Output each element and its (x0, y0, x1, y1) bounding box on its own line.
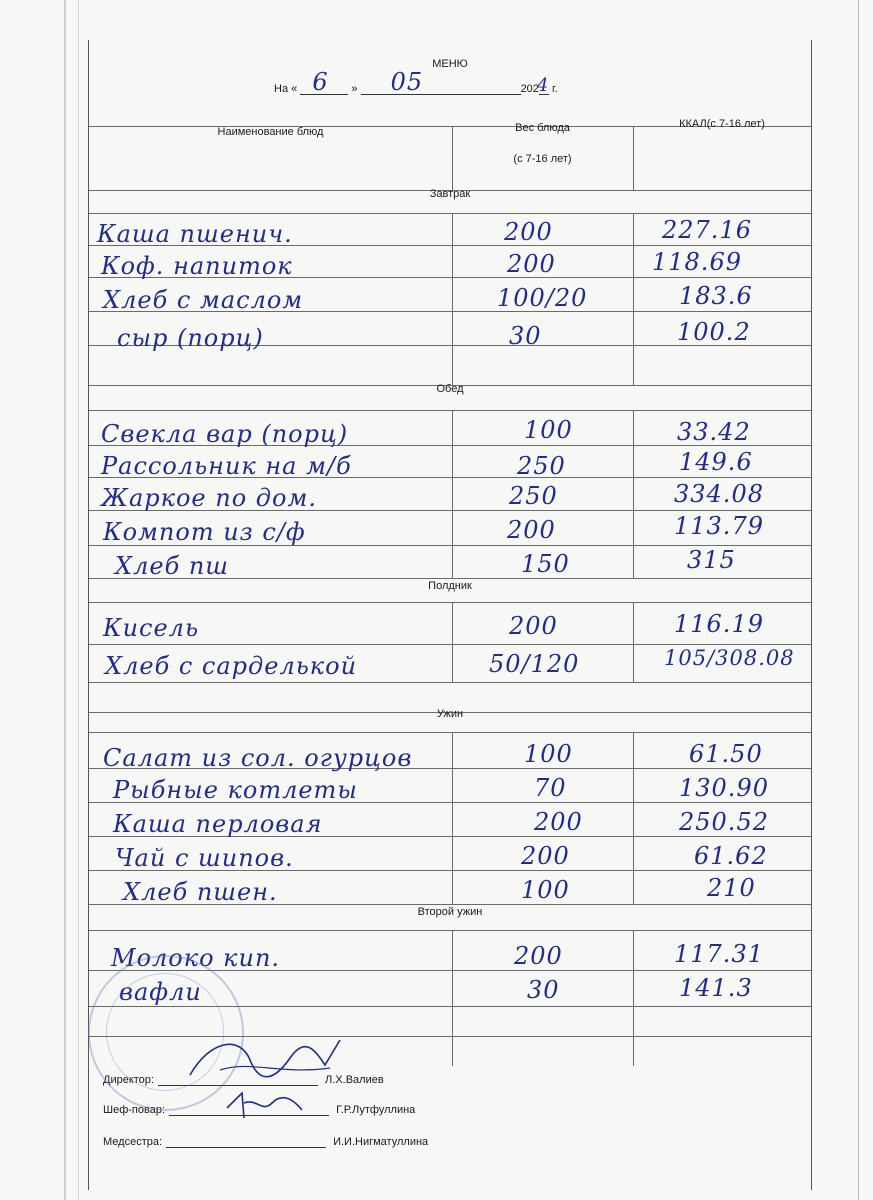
col-divider (633, 213, 634, 385)
dish-name: Молоко кип. (111, 944, 281, 972)
row-line (89, 732, 811, 733)
dish-weight: 70 (534, 774, 567, 802)
dish-weight: 200 (521, 842, 570, 870)
section-breakfast: Завтрак (429, 188, 471, 200)
row-line (89, 602, 811, 603)
col-header-name: Наименование блюд (217, 126, 324, 138)
date-prefix: На « (274, 83, 298, 95)
row-line (89, 213, 811, 214)
dish-name: сыр (порц) (117, 324, 264, 352)
scan-edge (64, 0, 66, 1200)
dish-name: Кисель (103, 614, 200, 642)
col-header-weight-sub: (с 7-16 лет) (513, 153, 572, 165)
dish-name: Хлеб пш (115, 552, 230, 580)
dish-weight: 200 (534, 808, 583, 836)
dish-kcal: 227.16 (662, 216, 752, 244)
dish-kcal: 33.42 (677, 418, 751, 446)
year-prefix: 202 (520, 83, 539, 95)
dish-weight: 250 (509, 482, 558, 510)
dish-kcal: 117.31 (674, 940, 764, 968)
dish-kcal: 61.62 (694, 842, 768, 870)
dish-name: Хлеб пшен. (123, 878, 278, 906)
dish-weight: 200 (504, 218, 553, 246)
dish-kcal: 315 (687, 546, 736, 574)
col-divider (633, 602, 634, 682)
dish-kcal: 334.08 (674, 480, 764, 508)
dish-weight: 30 (527, 976, 560, 1004)
dish-weight: 200 (507, 516, 556, 544)
nurse-name: И.И.Нигматуллина (333, 1136, 429, 1148)
dish-weight: 200 (514, 942, 563, 970)
col-header-kcal: ККАЛ(с 7-16 лет) (679, 118, 765, 130)
dish-name: Свекла вар (порц) (101, 420, 349, 448)
col-divider (452, 602, 453, 682)
date-line (274, 68, 558, 96)
row-line (89, 644, 811, 645)
dish-kcal: 210 (707, 874, 756, 902)
dish-name: Жаркое по дом. (101, 484, 317, 512)
row-line (89, 930, 811, 931)
dish-weight: 100 (524, 740, 573, 768)
day-field (300, 68, 348, 96)
dish-weight: 150 (521, 550, 570, 578)
dish-name: вафли (119, 978, 202, 1006)
form-title: МЕНЮ (432, 58, 468, 70)
chef-label: Шеф-повар: (103, 1104, 165, 1116)
dish-weight: 50/120 (489, 650, 580, 678)
dish-kcal: 141.3 (679, 974, 753, 1002)
dish-name: Салат из сол. огурцов (103, 744, 413, 772)
section-dinner: Ужин (436, 708, 464, 720)
year-value: 4 (536, 75, 550, 96)
dish-weight: 100/20 (497, 284, 588, 312)
col-divider (452, 213, 453, 385)
dish-name: Коф. напиток (101, 252, 293, 280)
dish-kcal: 149.6 (679, 448, 753, 476)
month-field (361, 68, 521, 96)
dish-kcal: 130.90 (679, 774, 769, 802)
dish-name: Хлеб с маслом (103, 286, 304, 314)
dish-name: Чай с шипов. (115, 844, 294, 872)
col-divider (633, 930, 634, 1066)
chef-signature-icon (222, 1088, 312, 1128)
col-header-weight: Вес блюда (515, 122, 570, 134)
day-value: 6 (312, 68, 329, 96)
dish-name: Рассольник на м/б (101, 452, 352, 480)
dish-kcal: 61.50 (689, 740, 763, 768)
director-label: Директор: (103, 1074, 154, 1086)
col-divider (452, 930, 453, 1066)
dish-name: Рыбные котлеты (113, 776, 358, 804)
scan-edge (78, 0, 79, 1200)
row-line (89, 682, 811, 683)
dish-weight: 200 (507, 250, 556, 278)
col-divider (633, 732, 634, 904)
dish-weight: 100 (524, 416, 573, 444)
dish-kcal: 183.6 (679, 282, 753, 310)
scan-edge (858, 0, 859, 1200)
director-signature-icon (180, 1030, 350, 1090)
nurse-row (103, 1136, 428, 1148)
dish-weight: 30 (509, 322, 542, 350)
date-mid: » (351, 83, 358, 95)
dish-kcal: 105/308.08 (664, 646, 795, 670)
dish-kcal: 113.79 (674, 512, 764, 540)
dish-kcal: 100.2 (677, 318, 751, 346)
section-lunch: Обед (436, 383, 464, 395)
col-divider (633, 126, 634, 190)
dish-name: Хлеб с сарделькой (105, 652, 358, 680)
dish-weight: 100 (521, 876, 570, 904)
section-snack: Полдник (428, 580, 472, 592)
col-divider (633, 410, 634, 578)
dish-kcal: 250.52 (679, 808, 769, 836)
dish-kcal: 116.19 (674, 610, 764, 638)
director-name: Л.Х.Валиев (325, 1074, 384, 1086)
dish-kcal: 118.69 (652, 248, 742, 276)
dish-weight: 250 (517, 452, 566, 480)
dish-name: Компот из с/ф (103, 518, 306, 546)
col-divider (452, 732, 453, 904)
month-value: 05 (390, 68, 424, 96)
dish-name: Каша пшенич. (97, 220, 293, 248)
row-line (89, 410, 811, 411)
signature-line (166, 1147, 326, 1148)
year-end: г. (551, 83, 558, 95)
dish-weight: 200 (509, 612, 558, 640)
dish-name: Каша перловая (113, 810, 323, 838)
section-second-dinner: Второй ужин (417, 906, 483, 918)
year-field (536, 75, 550, 96)
nurse-label: Медсестра: (103, 1136, 163, 1148)
col-divider (452, 410, 453, 578)
chef-name: Г.Р.Лутфуллина (336, 1104, 416, 1116)
